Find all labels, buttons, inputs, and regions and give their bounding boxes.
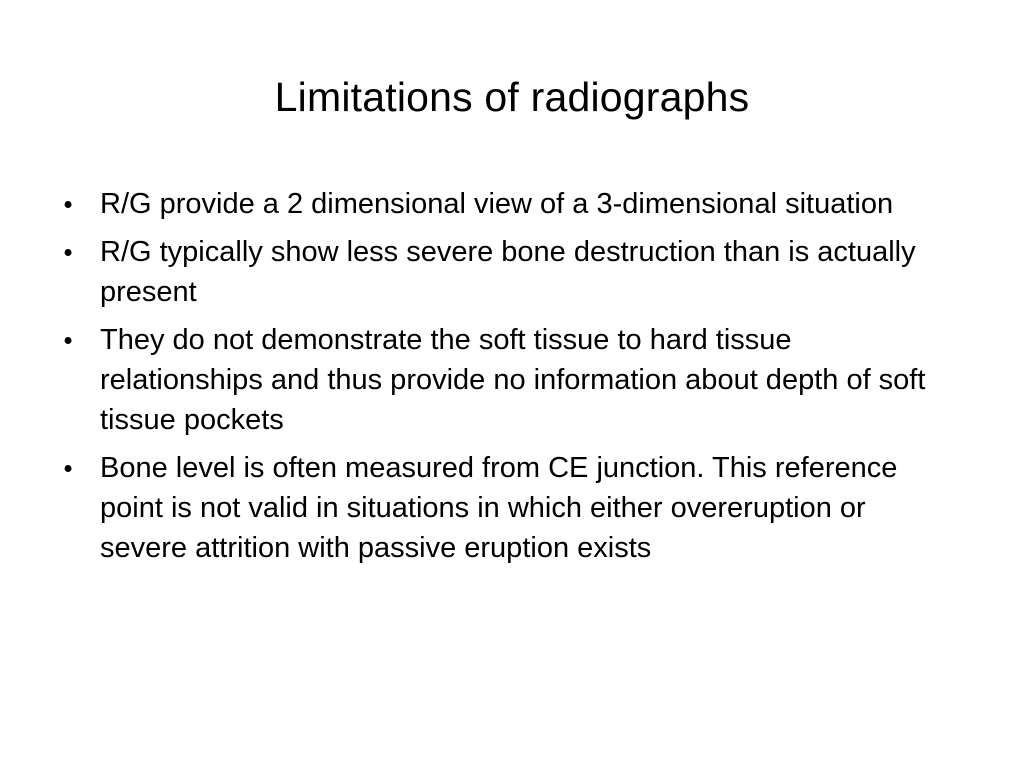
- bullet-text: They do not demonstrate the soft tissue to hard tissue relationships and thus provide no information about depth of soft tissue pockets: [100, 324, 926, 436]
- bullet-item: [58, 184, 958, 224]
- bullet-icon: •: [63, 453, 73, 483]
- bullet-list: [58, 184, 958, 576]
- bullet-item: [58, 448, 958, 568]
- bullet-item: [58, 232, 958, 312]
- bullet-icon: •: [63, 325, 73, 355]
- slide-title: Limitations of radiographs: [274, 74, 750, 120]
- bullet-icon: •: [63, 237, 73, 267]
- bullet-text: Bone level is often measured from CE junction. This reference point is not valid in situations in which either overeruption or severe attrition with passive eruption exists: [100, 452, 898, 564]
- bullet-text: R/G typically show less severe bone destruction than is actually present: [100, 236, 916, 308]
- bullet-item: [58, 320, 958, 440]
- bullet-text: R/G provide a 2 dimensional view of a 3-dimensional situation: [100, 188, 894, 220]
- bullet-icon: •: [63, 189, 73, 219]
